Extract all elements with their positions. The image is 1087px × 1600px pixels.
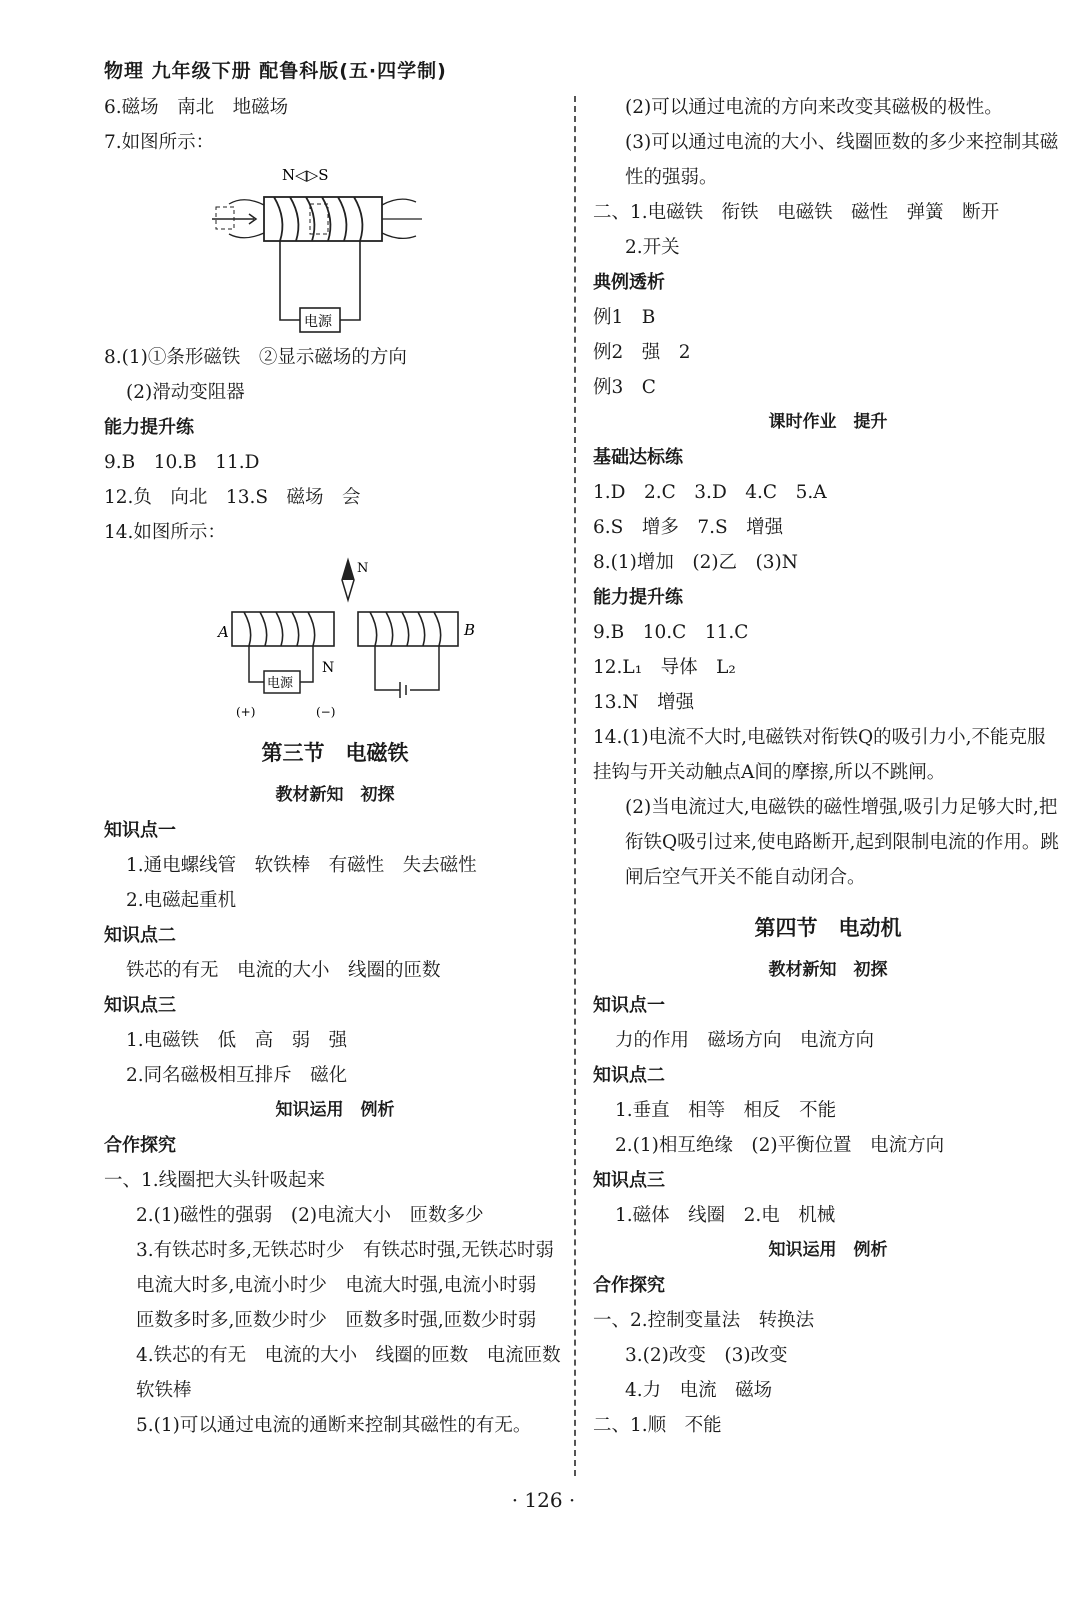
answer-line: 一、1.线圈把大头针吸起来 [104, 1170, 326, 1191]
answer-line: 1.D 2.C 3.D 4.C 5.A [593, 482, 827, 503]
knowledge-heading: 知识点二 [593, 1065, 665, 1086]
section-title: 第三节 电磁铁 [261, 741, 409, 765]
section-heading: 典例透析 [593, 272, 665, 293]
north-label: N [357, 561, 369, 576]
answer-line: 5.(1)可以通过电流的通断来控制其磁性的有无。 [136, 1415, 532, 1436]
left-column [104, 90, 580, 1443]
answer-line: 8.(1)①条形磁铁 ②显示磁场的方向 [104, 347, 407, 368]
answer-line: (2)可以通过电流的方向来改变其磁极的极性。 [625, 97, 1003, 118]
answer-line: 7.如图所示： [104, 132, 215, 153]
answer-line: (2)滑动变阻器 [126, 382, 245, 403]
answer-line: (2)当电流过大,电磁铁的磁性增强,吸引力足够大时,把衔铁Q吸引过来,使电路断开,起到限制电流的作用。跳闸后空气开关不能自动闭合。 [625, 797, 1059, 888]
answer-line: 3.(2)改变 (3)改变 [625, 1345, 788, 1366]
answer-line: 1.通电螺线管 软铁棒 有磁性 失去磁性 [126, 855, 477, 876]
answer-line: 2.开关 [625, 237, 680, 258]
section-heading: 基础达标练 [593, 447, 683, 468]
power-label: 电源 [304, 314, 332, 330]
label-b: B [464, 621, 476, 639]
answer-line: 力的作用 磁场方向 电流方向 [615, 1030, 875, 1051]
answer-line: 2.同名磁极相互排斥 磁化 [126, 1065, 348, 1086]
compass-dashed [216, 207, 234, 229]
example-answer: 例3 C [593, 377, 656, 398]
answer-line: 9.B 10.C 11.C [593, 622, 749, 643]
label-a: A [218, 623, 229, 641]
answer-line: 13.N 增强 [593, 692, 695, 713]
page-number: · 126 · [511, 1488, 576, 1512]
answer-line: 14.(1)电流不大时,电磁铁对衔铁Q的吸引力小,不能克服挂钩与开关动触点A间的摩擦,所以不跳闸。 [593, 727, 1046, 783]
answer-line: 4.铁芯的有无 电流的大小 线圈的匝数 电流匝数 软铁棒 [136, 1345, 580, 1401]
answer-line: 4.力 电流 磁场 [625, 1380, 773, 1401]
knowledge-heading: 知识点二 [104, 925, 176, 946]
answer-line: 二、1.电磁铁 衔铁 电磁铁 磁性 弹簧 断开 [593, 202, 1000, 223]
sub-heading: 课时作业 提升 [768, 412, 888, 432]
section-heading: 能力提升练 [593, 587, 683, 608]
solenoid-figure [104, 160, 444, 340]
label-n: N [322, 660, 335, 676]
answer-line: 1.电磁铁 低 高 弱 强 [126, 1030, 348, 1051]
answer-line: 2.电磁起重机 [126, 890, 237, 911]
answer-line: 二、1.顺 不能 [593, 1415, 722, 1436]
column-divider [574, 96, 576, 1476]
sub-heading: 教材新知 初探 [768, 960, 888, 980]
knowledge-heading: 知识点三 [104, 995, 176, 1016]
answer-line: (3)可以通过电流的大小、线圈匝数的多少来控制其磁性的强弱。 [625, 132, 1059, 188]
page-header: 物理 九年级下册 配鲁科版(五·四学制) [104, 60, 447, 82]
compass-needle-dashed [310, 204, 328, 234]
knowledge-heading: 知识点三 [593, 1170, 665, 1191]
answer-line: 铁芯的有无 电流的大小 线圈的匝数 [126, 960, 441, 981]
answer-line: 14.如图所示： [104, 522, 226, 543]
answer-line: 6.S 增多 7.S 增强 [593, 517, 784, 538]
knowledge-heading: 知识点一 [593, 995, 665, 1016]
sub-heading: 教材新知 初探 [275, 785, 395, 805]
sub-heading: 知识运用 例析 [275, 1100, 395, 1120]
electromagnet-figure [104, 550, 484, 720]
compass-label: N◁▷S [282, 166, 329, 184]
sub-heading: 知识运用 例析 [768, 1240, 888, 1260]
answer-line: 一、2.控制变量法 转换法 [593, 1310, 815, 1331]
example-answer: 例2 强 2 [593, 342, 691, 363]
answer-line: 3.有铁芯时多,无铁芯时少 有铁芯时强,无铁芯时弱 电流大时多,电流小时少 电流大时强,电流小时弱 匝数多时多,匝数少时少 匝数多时强,匝数少时弱 [136, 1240, 573, 1331]
answer-line: 12.L₁ 导体 L₂ [593, 657, 736, 678]
answer-line: 2.(1)磁性的强弱 (2)电流大小 匝数多少 [136, 1205, 484, 1226]
section-title: 第四节 电动机 [754, 916, 902, 940]
answer-line: 6.磁场 南北 地磁场 [104, 97, 289, 118]
answer-line: 8.(1)增加 (2)乙 (3)N [593, 552, 798, 573]
knowledge-heading: 知识点一 [104, 820, 176, 841]
section-heading: 能力提升练 [104, 417, 194, 438]
power-label: 电源 [267, 676, 294, 691]
example-answer: 例1 B [593, 307, 656, 328]
minus-label: (−) [316, 705, 336, 719]
right-column [593, 90, 1063, 1443]
answer-line: 2.(1)相互绝缘 (2)平衡位置 电流方向 [615, 1135, 945, 1156]
section-heading: 合作探究 [593, 1275, 665, 1296]
answer-line: 9.B 10.B 11.D [104, 452, 260, 473]
answer-line: 12.负 向北 13.S 磁场 会 [104, 487, 361, 508]
answer-line: 1.磁体 线圈 2.电 机械 [615, 1205, 836, 1226]
section-heading: 合作探究 [104, 1135, 176, 1156]
answer-line: 1.垂直 相等 相反 不能 [615, 1100, 837, 1121]
plus-label: (+) [236, 705, 256, 719]
